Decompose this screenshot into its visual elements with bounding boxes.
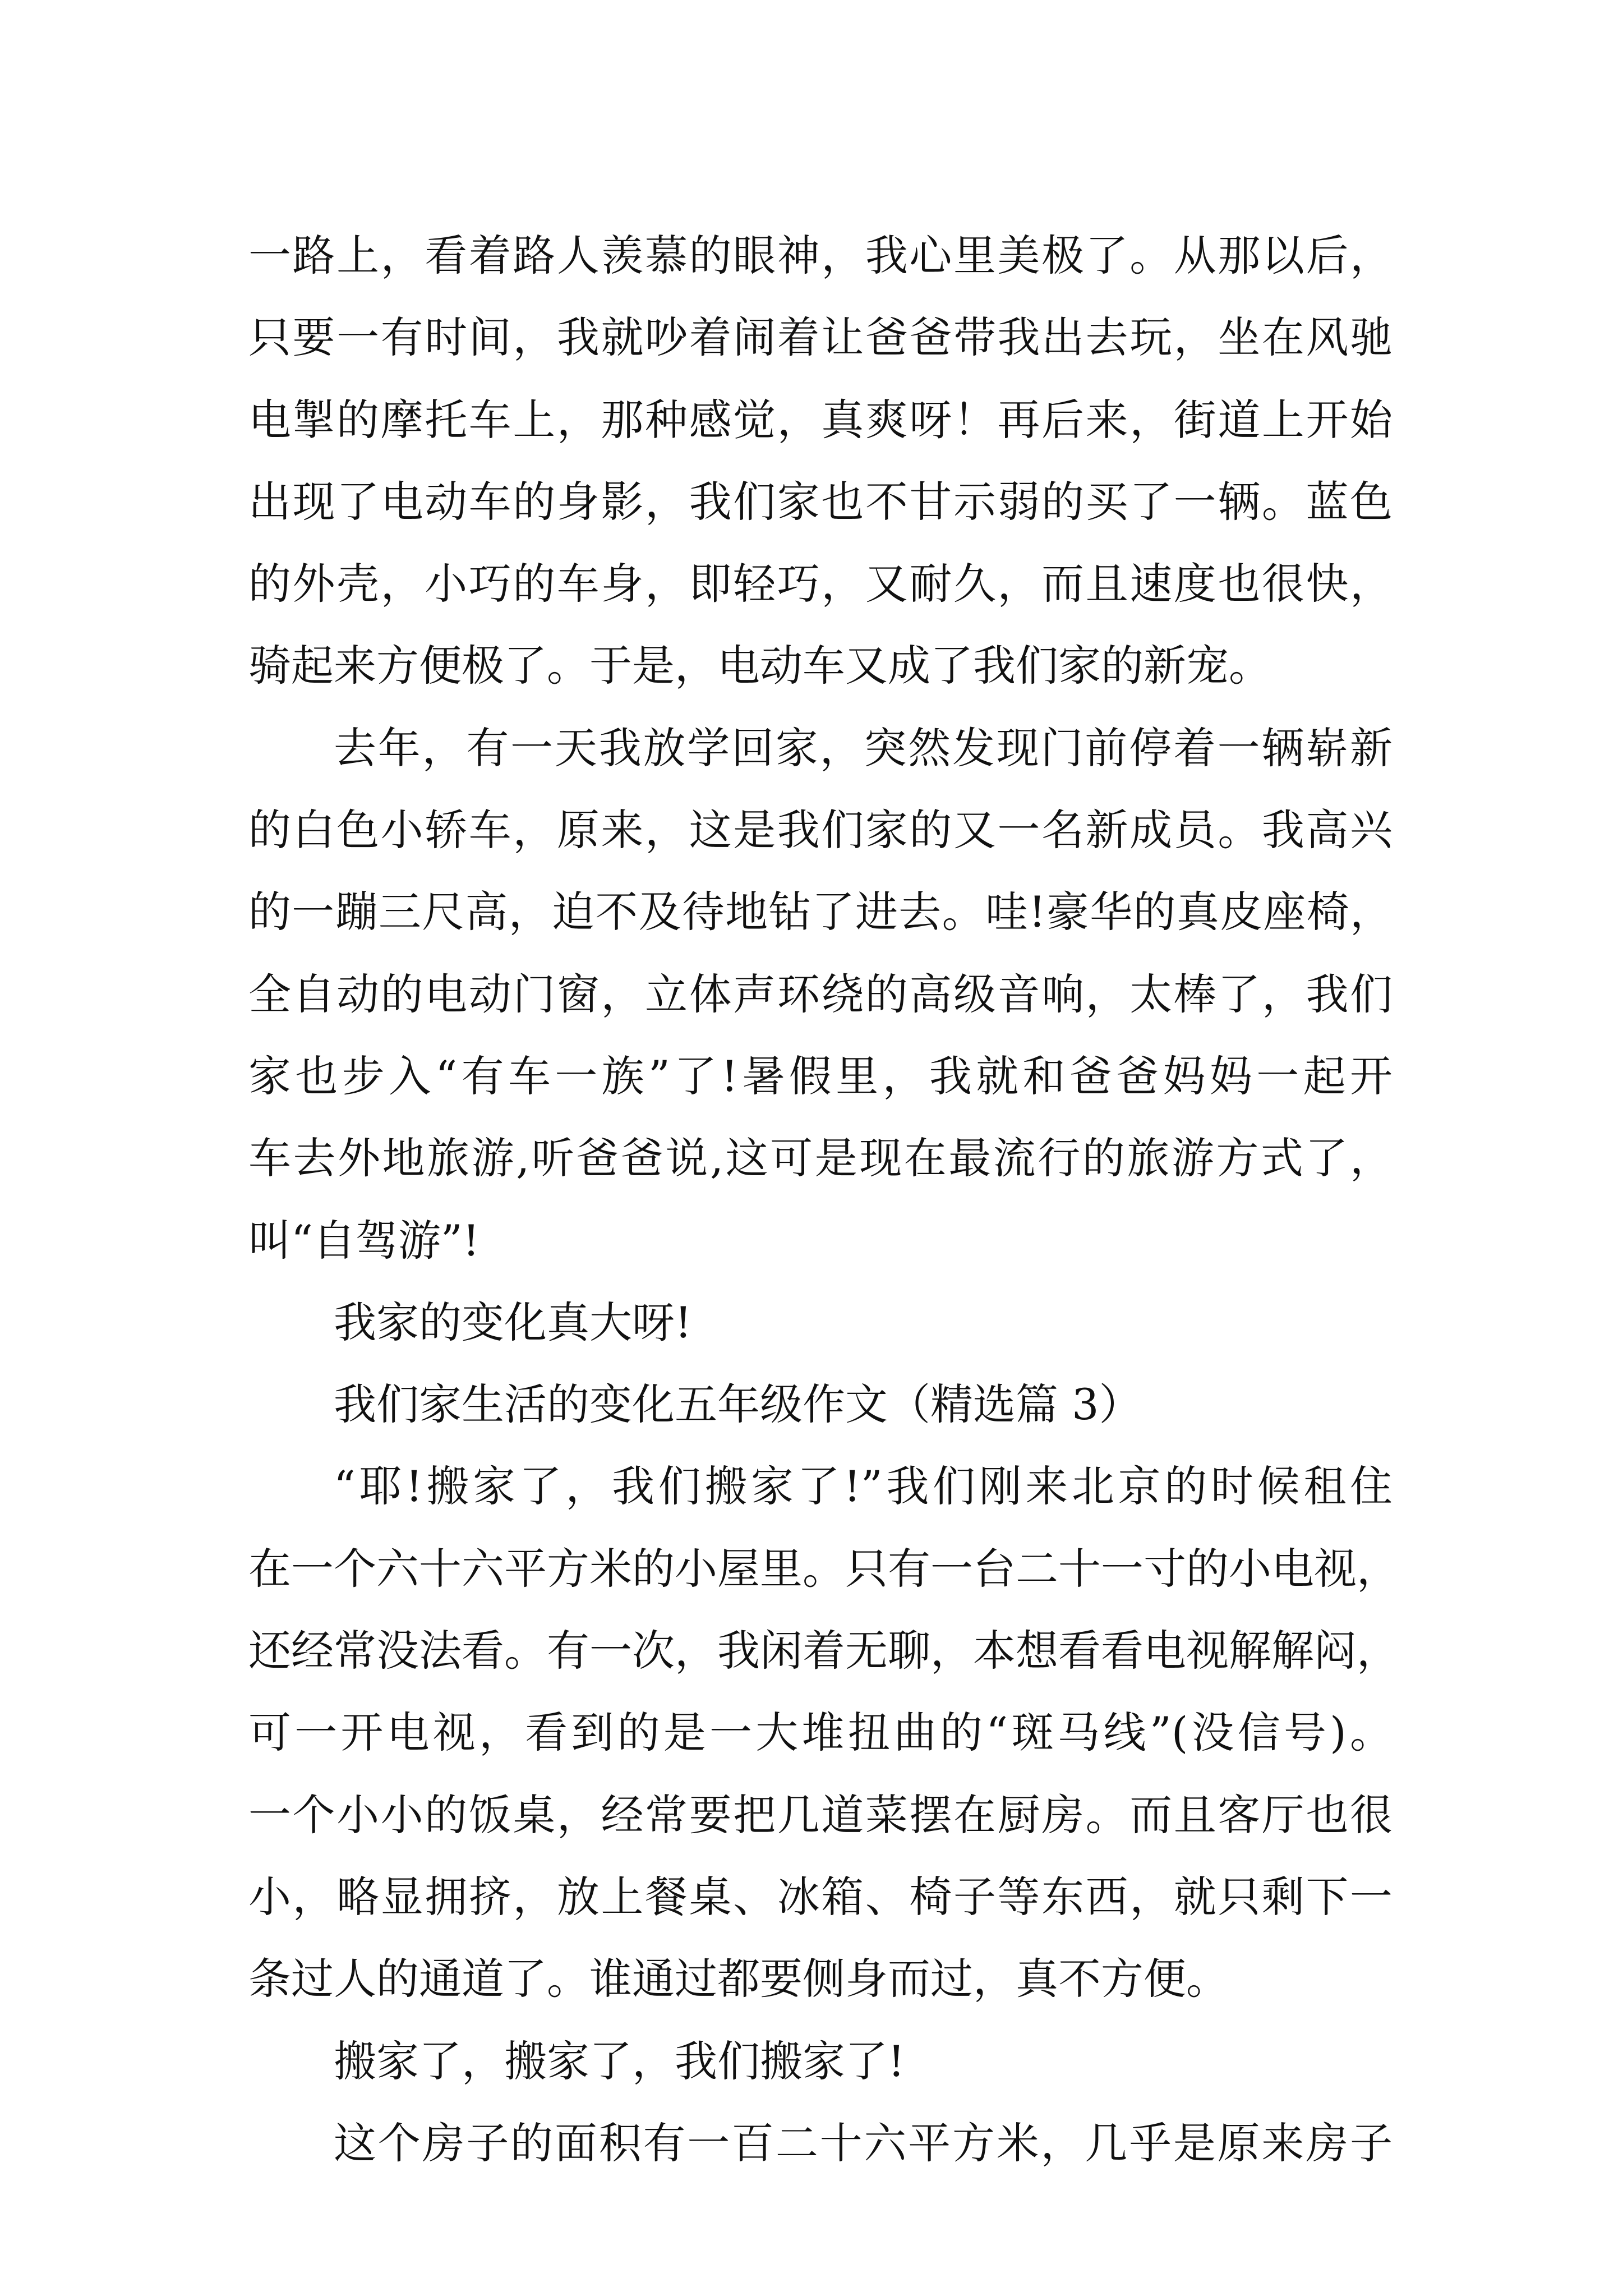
paragraph-start-line: 搬家了，搬家了，我们搬家了! — [334, 2036, 905, 2086]
text-line: 叫“自驾游”! — [248, 1215, 480, 1266]
text-line: 出现了电动车的身影，我们家也不甘示弱的买了一辆。蓝色 — [248, 476, 1393, 527]
text-line: 的白色小轿车，原来，这是我们家的又一名新成员。我高兴 — [248, 805, 1393, 855]
paragraph-start-line: 我家的变化真大呀! — [334, 1297, 692, 1347]
text-line: 电掣的摩托车上，那种感觉，真爽呀！再后来，街道上开始 — [248, 394, 1393, 445]
text-line: 小，略显拥挤，放上餐桌、冰箱、椅子等东西，就只剩下一 — [248, 1871, 1393, 1922]
text-line: 可一开电视，看到的是一大堆扭曲的“斑马线”(没信号)。 — [248, 1708, 1393, 1758]
text-line: 全自动的电动门窗，立体声环绕的高级音响，太棒了，我们 — [248, 969, 1393, 1019]
text-line: 一个小小的饭桌，经常要把几道菜摆在厨房。而且客厅也很 — [248, 1789, 1393, 1840]
text-line: 家也步入“有车一族”了!暑假里，我就和爸爸妈妈一起开 — [248, 1051, 1393, 1101]
text-line: 骑起来方便极了。于是，电动车又成了我们家的新宠。 — [248, 641, 1271, 691]
paragraph-start-line: 这个房子的面积有一百二十六平方米，几乎是原来房子 — [334, 2118, 1393, 2168]
text-line: 车去外地旅游,听爸爸说,这可是现在最流行的旅游方式了， — [248, 1133, 1393, 1184]
paragraph-start-line: “耶!搬家了，我们搬家了!”我们刚来北京的时候租住 — [334, 1461, 1393, 1512]
text-line: 在一个六十六平方米的小屋里。只有一台二十一寸的小电视， — [248, 1543, 1399, 1594]
essay-body — [248, 215, 1399, 2184]
text-line: 的外壳，小巧的车身，即轻巧，又耐久，而且速度也很快， — [248, 559, 1393, 609]
text-line: 一路上，看着路人羡慕的眼神，我心里美极了。从那以后， — [248, 231, 1393, 280]
text-line: 只要一有时间，我就吵着闹着让爸爸带我出去玩，坐在风驰 — [248, 312, 1393, 363]
text-line: 还经常没法看。有一次，我闲着无聊，本想看看电视解解闷， — [248, 1626, 1399, 1676]
paragraph-start-line: 去年，有一天我放学回家，突然发现门前停着一辆崭新 — [334, 723, 1393, 773]
text-line: 条过人的通道了。谁通过都要侧身而过，真不方便。 — [248, 1954, 1229, 2004]
text-line: 的一蹦三尺高，迫不及待地钻了进去。哇!豪华的真皮座椅， — [248, 887, 1393, 937]
section-heading: 我们家生活的变化五年级作文（精选篇 3） — [334, 1379, 1142, 1430]
